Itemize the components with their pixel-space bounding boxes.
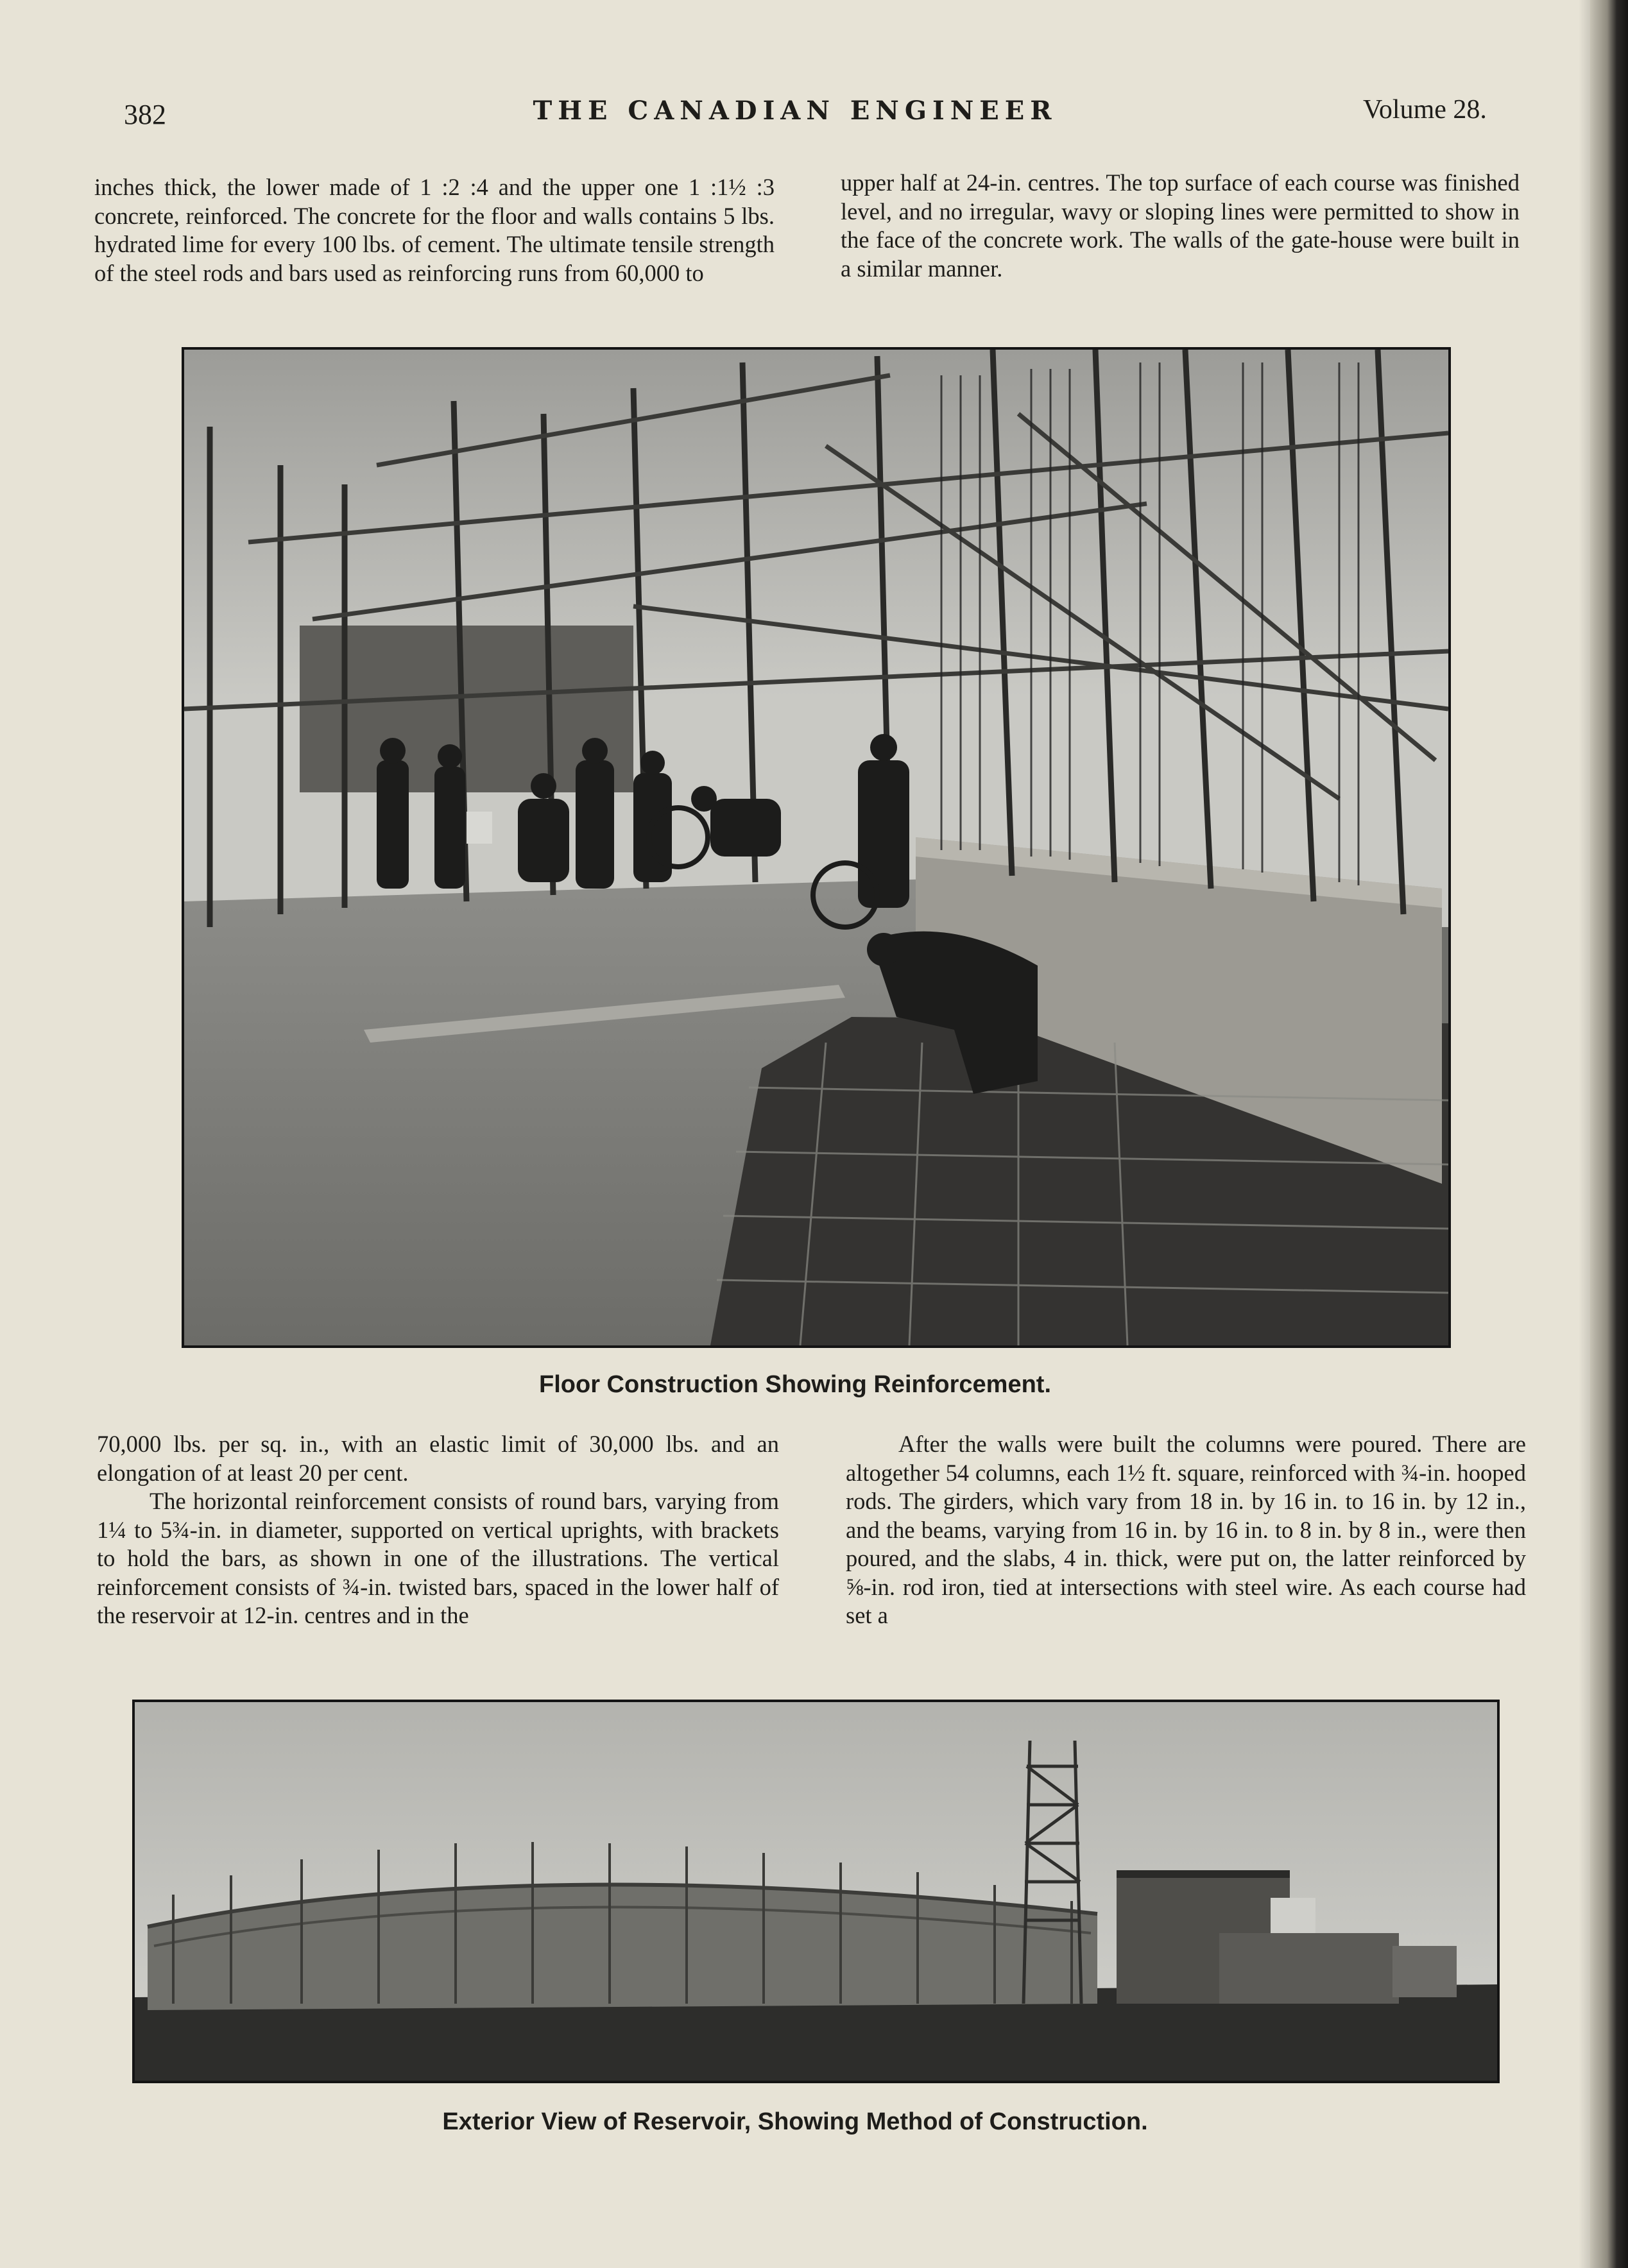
paragraph: After the walls were built the columns were poured. There are altogether 54 columns, each 1½ ft. square, reinforced with ¾-in. hooped rods. The girders, which vary from 18 in. by 16 in. to 16 in. by 12 in., and the beams, varying from 16 in. by 16 in. to 8 in. by 8 in., were then poured, and the slabs, 4 in. thick, were put on, the latter reinforced by ⅝-in. rod iron, tied at intersections with steel wire. As each course had set a: [846, 1431, 1526, 1628]
page-header: [0, 93, 1590, 132]
text-column-top-right: [841, 169, 1520, 283]
paragraph: 70,000 lbs. per sq. in., with an elastic limit of 30,000 lbs. and an elongation of at least 20 per cent.: [97, 1431, 779, 1486]
floor-construction-image: [184, 350, 1448, 1345]
journal-title: THE CANADIAN ENGINEER: [533, 96, 1058, 126]
volume-label: Volume 28.: [1363, 95, 1487, 124]
figure-2-caption: Exterior View of Reservoir, Showing Method of Construction.: [442, 2108, 1148, 2135]
paragraph: upper half at 24-in. centres. The top surface of each course was finished level, and no irregular, wavy or sloping lines were permitted to show in the face of the concrete work. The walls of the gate-house were built in a similar manner.: [841, 169, 1520, 282]
floor-construction-photo: [182, 347, 1451, 1348]
reservoir-exterior-photo: [132, 1700, 1500, 2083]
paragraph: The horizontal reinforcement consists of round bars, varying from 1¼ to 5¾-in. in diameter, supported on vertical uprights, with brackets to hold the bars, as shown in one of the illustrations. The vertical reinforcement consists of ¾-in. twisted bars, spaced in the lower half of the reservoir at 12-in. centres and in the: [97, 1488, 779, 1628]
paragraph: inches thick, the lower made of 1 :2 :4 and the upper one 1 :1½ :3 concrete, reinforced. The concrete for the floor and walls contains 5 lbs. hydrated lime for every 100 lbs. of cement. The ultimate tensile strength of the steel rods and bars used as reinforcing runs from 60,000 to: [94, 174, 775, 286]
reservoir-exterior-image: [135, 1702, 1497, 2081]
page-binding-edge: [1590, 0, 1628, 2268]
figure-1-caption: Floor Construction Showing Reinforcement.: [539, 1371, 1051, 1398]
text-column-bottom-left: [97, 1430, 779, 1630]
page-number: 382: [124, 99, 166, 130]
text-column-bottom-right: [846, 1430, 1526, 1630]
text-column-top-left: [94, 173, 775, 287]
